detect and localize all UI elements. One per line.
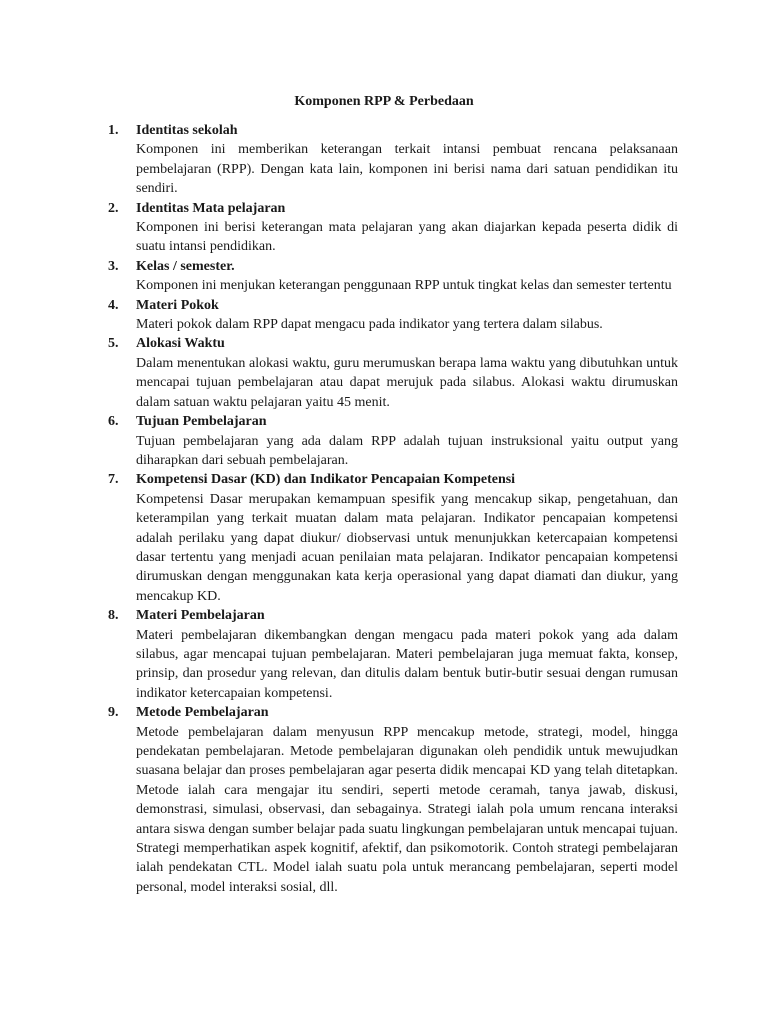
document-title: Komponen RPP & Perbedaan	[294, 94, 474, 109]
item-number: 3.	[108, 258, 119, 274]
item-body: Komponen ini berisi keterangan mata pelajaran yang akan diajarkan kepada peserta didik di suatu intansi pendidikan.	[136, 220, 678, 255]
item-heading: Kelas / semester.	[136, 258, 235, 274]
item-number: 4.	[108, 297, 119, 313]
list-item-metode-pembelajaran	[108, 703, 678, 897]
item-body: Materi pokok dalam RPP dapat mengacu pada indikator yang tertera dalam silabus.	[136, 317, 603, 333]
item-heading: Tujuan Pembelajaran	[136, 414, 267, 430]
item-body: Komponen ini memberikan keterangan terkait intansi pembuat rencana pelaksanaan pembelajaran (RPP). Dengan kata lain, komponen ini berisi nama dari satuan pendidikan itu sendiri.	[136, 142, 678, 197]
item-body: Dalam menentukan alokasi waktu, guru merumuskan berapa lama waktu yang dibutuhkan untuk mencapai tujuan pembelajaran atau dapat merujuk pada silabus. Alokasi waktu dirumuskan dalam satuan waktu pelajaran yaitu 45 menit.	[136, 355, 678, 410]
list-item-identitas-mata-pelajaran	[108, 199, 678, 257]
item-number: 5.	[108, 336, 119, 352]
item-number: 9.	[108, 705, 119, 721]
list-item-kelas-semester	[108, 257, 678, 296]
item-body: Metode pembelajaran dalam menyusun RPP mencakup metode, strategi, model, hingga pendekatan pembelajaran. Metode pembelajaran digunakan oleh pendidik untuk mewujudkan suasana belajar dan proses pembelajaran agar peserta didik mencapai KD yang telah ditetapkan. Metode ialah cara mengajar itu sendiri, seperti metode ceramah, tanya jawab, diskusi, demonstrasi, simulasi, observasi, dan sebagainya. Strategi ialah pola umum rencana interaksi antara siswa dengan sumber belajar pada suatu lingkungan pembelajaran untuk mencapai tujuan. Strategi memperhatikan aspek kognitif, afektif, dan psikomotorik. Contoh strategi pembelajaran ialah pendekatan CTL. Model ialah suatu pola untuk merancang pembelajaran, seperti model personal, model interaksi sosial, dll.	[136, 724, 678, 895]
item-body: Kompetensi Dasar merupakan kemampuan spesifik yang mencakup sikap, pengetahuan, dan keterampilan yang terkait muatan dalam mata pelajaran. Indikator pencapaian kompetensi adalah perilaku yang dapat diukur/ diobservasi untuk menunjukkan ketercapaian kompetensi dasar tertentu yang menjadi acuan penilaian mata pelajaran. Indikator pencapaian kompetensi dirumuskan dengan menggunakan kata kerja operasional yang dapat diamati dan diukur, yang mencakup KD.	[136, 491, 678, 604]
list-item-kompetensi-dasar	[108, 470, 678, 606]
item-body: Tujuan pembelajaran yang ada dalam RPP adalah tujuan instruksional yaitu output yang diharapkan dari sebuah pembelajaran.	[136, 433, 678, 468]
item-number: 1.	[108, 123, 119, 138]
item-number: 7.	[108, 472, 119, 488]
item-heading: Materi Pembelajaran	[136, 608, 265, 624]
item-heading: Alokasi Waktu	[136, 336, 225, 352]
list-item-alokasi-waktu	[108, 334, 678, 412]
item-number: 2.	[108, 200, 119, 216]
item-number: 8.	[108, 608, 119, 624]
list-item-tujuan-pembelajaran	[108, 412, 678, 470]
item-body: Komponen ini menjukan keterangan penggunaan RPP untuk tingkat kelas dan semester tertentu	[136, 278, 672, 294]
item-body: Materi pembelajaran dikembangkan dengan mengacu pada materi pokok yang ada dalam silabus, agar mencapai tujuan pembelajaran. Materi pembelajaran juga memuat fakta, konsep, prinsip, dan prosedur yang relevan, dan ditulis dalam bentuk butir-butir sesuai dengan rumusan indikator ketercapaian kompetensi.	[136, 627, 678, 701]
list-item-materi-pokok	[108, 296, 678, 335]
list-item-identitas-sekolah	[108, 121, 678, 199]
item-heading: Materi Pokok	[136, 297, 219, 313]
item-heading: Metode Pembelajaran	[136, 705, 269, 721]
list-item-materi-pembelajaran	[108, 606, 678, 703]
component-list	[108, 121, 678, 897]
item-heading: Identitas sekolah	[136, 123, 238, 138]
item-number: 6.	[108, 414, 119, 430]
item-heading: Kompetensi Dasar (KD) dan Indikator Pencapaian Kompetensi	[136, 472, 516, 488]
item-heading: Identitas Mata pelajaran	[136, 200, 286, 216]
